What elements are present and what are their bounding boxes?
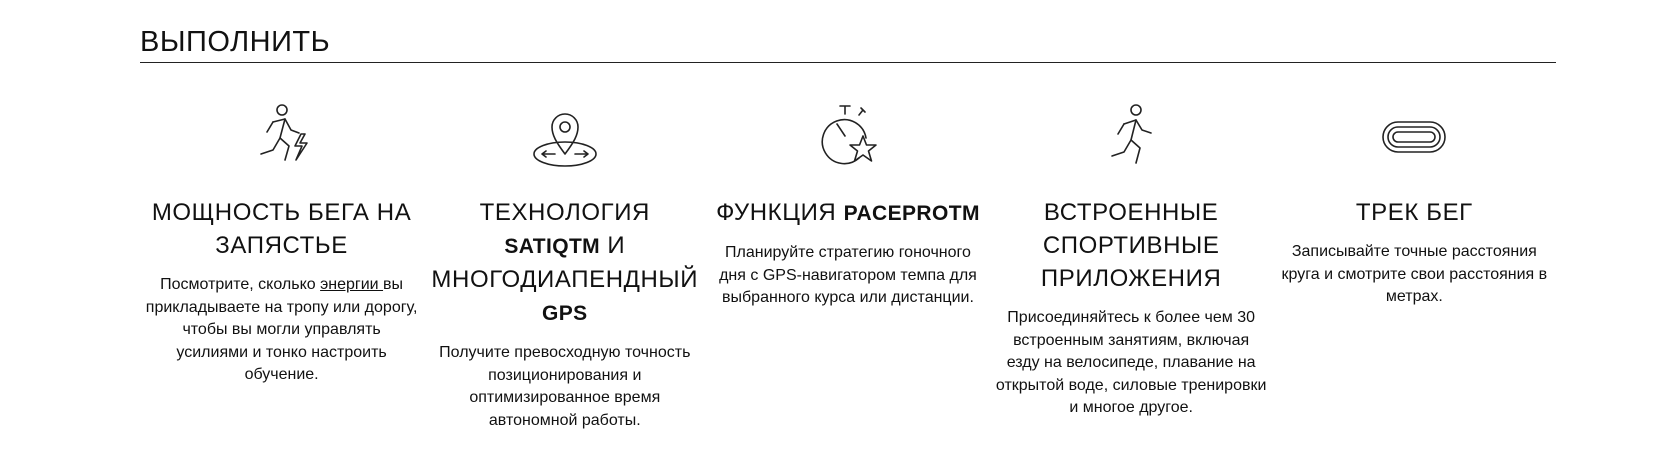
feature-description: Планируйте стратегию гоночного дня с GPS-навигатором темпа для выбранного курса или дистанции.: [719, 244, 977, 306]
stopwatch-star-icon: [803, 92, 893, 182]
feature-track-run: [1273, 92, 1556, 432]
satiq-trademark: SATIQTM: [504, 235, 601, 258]
feature-title: [430, 196, 700, 330]
pacepro-trademark: PACEPROTM: [843, 202, 980, 225]
energy-link[interactable]: энергии: [320, 276, 384, 293]
feature-title: ТРЕК БЕГ: [1355, 199, 1473, 226]
feature-description-text: Посмотрите, сколько: [160, 276, 321, 293]
runner-icon: [1086, 92, 1176, 182]
feature-title: МОЩНОСТЬ БЕГА НА ЗАПЯСТЬЕ: [151, 199, 412, 259]
section-divider: [140, 62, 1556, 63]
gps-label: GPS: [542, 302, 588, 325]
feature-pacepro: [706, 92, 989, 432]
features-grid: [140, 92, 1556, 432]
feature-title: ВСТРОЕННЫЕ СПОРТИВНЫЕ ПРИЛОЖЕНИЯ: [1040, 199, 1222, 292]
feature-title-text: И МНОГОДИАПЕНДНЫЙ: [431, 232, 699, 293]
feature-description-text: вы прикладываете на тропу или дорогу, чтобы вы могли управлять усилиями и тонко настроить обучение.: [145, 276, 418, 383]
feature-description: Присоединяйтесь к более чем 30 встроенным занятиям, включая езду на велосипеде, плавание на открытой воде, силовые тренировки и многое другое.: [995, 309, 1267, 416]
feature-description: Записывайте точные расстояния круга и смотрите свои расстояния в метрах.: [1281, 243, 1548, 305]
feature-description: [146, 274, 418, 387]
feature-satiq-gps: [423, 92, 706, 432]
feature-title: [713, 196, 983, 230]
feature-sport-apps: [990, 92, 1273, 432]
feature-title-text: ТЕХНОЛОГИЯ: [479, 199, 650, 226]
feature-running-power: [140, 92, 423, 432]
section-title: ВЫПОЛНИТЬ: [140, 26, 331, 58]
running-track-icon: [1369, 92, 1459, 182]
runner-lightning-icon: [237, 92, 327, 182]
feature-description: Получите превосходную точность позиционирования и оптимизированное время автономной работы.: [439, 344, 691, 429]
location-pin-icon: [520, 92, 610, 182]
feature-title-text: ФУНКЦИЯ: [716, 199, 844, 226]
